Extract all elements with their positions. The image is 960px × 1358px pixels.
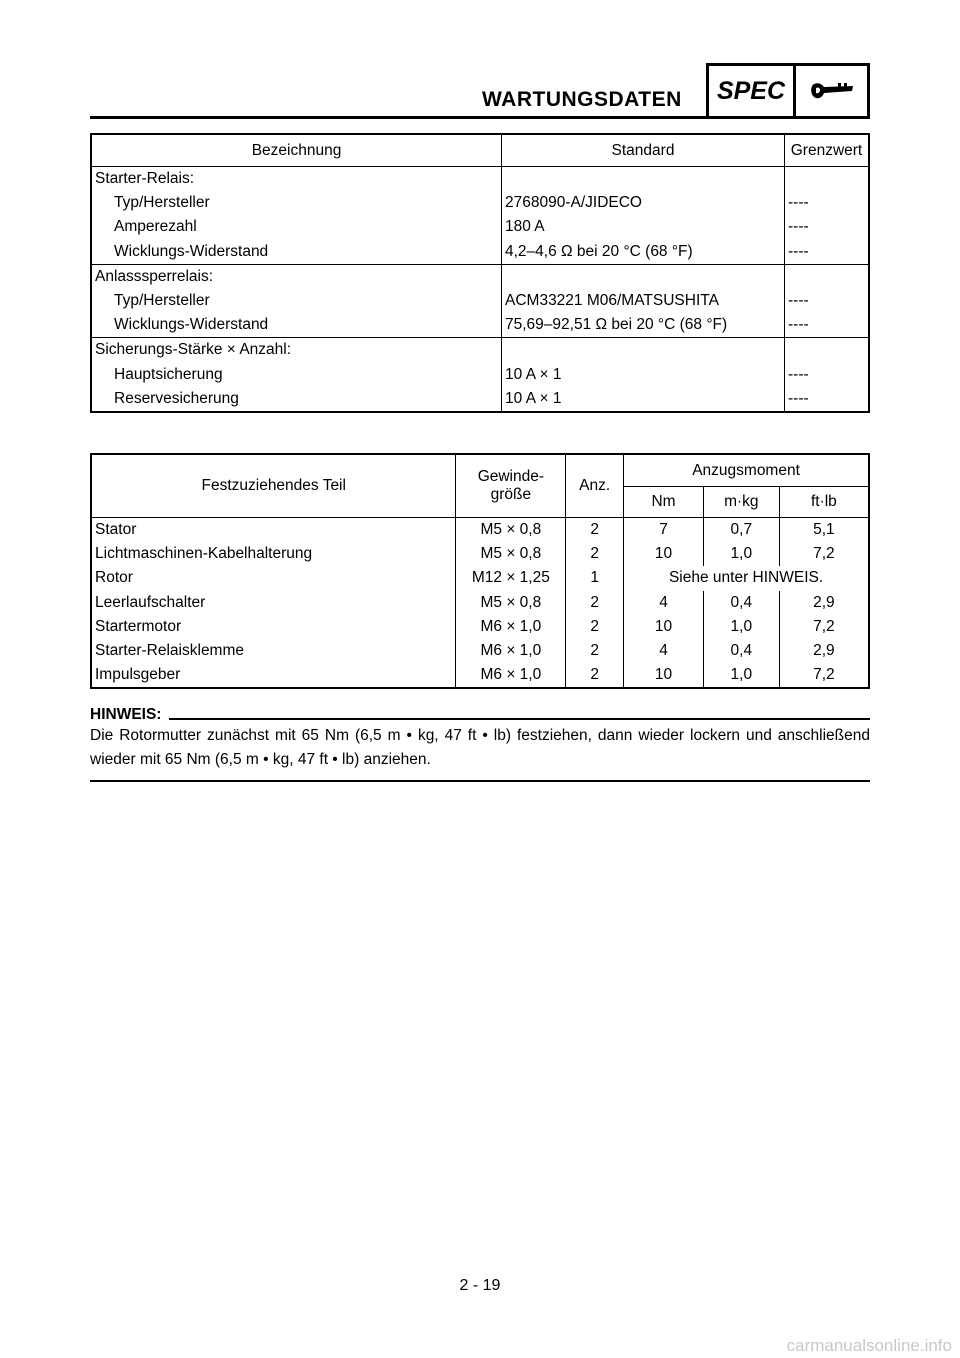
mkg: 1,0 [703,542,779,566]
part: Stator [91,518,456,543]
group-title: Sicherungs-Stärke × Anzahl: [91,338,502,363]
limit: ---- [788,292,809,310]
thread: M6 × 1,0 [456,615,566,639]
col-ftlb: ft·lb [779,487,869,518]
note-label: HINWEIS: [90,706,162,723]
wrench-icon [796,66,867,116]
table-row [91,566,869,590]
standard: 180 A [502,215,785,239]
col-nm: Nm [624,487,704,518]
table-row [91,215,869,239]
spec-label: SPEC [709,66,796,116]
nm: 10 [624,542,704,566]
standard: 10 A × 1 [502,387,785,412]
header-rule [90,116,706,119]
col-standard: Standard [502,134,785,167]
limit: ---- [788,194,809,212]
torque-table [90,453,870,689]
mkg: 0,7 [703,518,779,543]
nm: 10 [624,615,704,639]
limit: ---- [788,365,809,383]
thread: M6 × 1,0 [456,663,566,688]
table-row [91,591,869,615]
item: Typ/Hersteller [91,289,502,313]
table-row [91,363,869,387]
table-row [91,240,869,265]
part: Impulsgeber [91,663,456,688]
table-row [91,639,869,663]
part: Rotor [91,566,456,590]
col-part: Festzuziehendes Teil [91,454,456,518]
ftlb: 5,1 [779,518,869,543]
col-mkg: m·kg [703,487,779,518]
page-number: 2 - 19 [459,1277,501,1294]
qty: 2 [566,591,624,615]
note-bottom-rule [90,780,870,782]
table-row [91,518,869,543]
note-rule [169,718,870,720]
qty: 1 [566,566,624,590]
item: Typ/Hersteller [91,191,502,215]
col-bezeichnung: Bezeichnung [91,134,502,167]
nm: 4 [624,591,704,615]
torque-note: Siehe unter HINWEIS. [668,569,824,587]
group-title-row [91,264,869,289]
group-title-row [91,338,869,363]
qty: 2 [566,615,624,639]
nm: 10 [624,663,704,688]
table-row [91,191,869,215]
group-title-row [91,167,869,192]
limit: ---- [788,218,809,236]
standard: 75,69–92,51 Ω bei 20 °C (68 °F) [502,313,785,338]
ftlb: 2,9 [813,642,835,660]
col-thread: Gewinde- größe [456,454,566,518]
table-row [91,663,869,688]
table-row [91,387,869,412]
mkg: 1,0 [703,615,779,639]
limit: ---- [788,389,809,407]
col-qty: Anz. [566,454,624,518]
thread: M5 × 0,8 [456,542,566,566]
col-torque: Anzugsmoment [624,454,869,487]
torque-table-header [91,454,869,487]
thread: M5 × 0,8 [456,591,566,615]
table-row [91,615,869,639]
ftlb: 7,2 [813,666,835,684]
part: Starter-Relaisklemme [91,639,456,663]
ftlb: 7,2 [813,617,835,635]
group-title: Starter-Relais: [91,167,502,192]
item: Wicklungs-Widerstand [91,240,502,265]
thread: M6 × 1,0 [456,639,566,663]
page-title: WARTUNGSDATEN [482,88,682,111]
note-text: Die Rotormutter zunächst mit 65 Nm (6,5 m • kg, 47 ft • lb) festziehen, dann wieder lockern und anschließend wieder mit 65 Nm (6,5 m • kg, 47 ft • lb) anziehen. [90,727,870,768]
item: Amperezahl [91,215,502,239]
qty: 2 [566,639,624,663]
watermark: carmanualsonline.info [786,1336,952,1355]
qty: 2 [566,518,624,543]
part: Startermotor [91,615,456,639]
spec-badge [706,63,870,119]
standard: 2768090-A/JIDECO [502,191,785,215]
ftlb: 7,2 [813,545,835,563]
group-title: Anlasssperrelais: [91,264,502,289]
qty: 2 [566,663,624,688]
part: Leerlaufschalter [91,591,456,615]
thread: M12 × 1,25 [456,566,566,590]
note-header [90,706,870,724]
spec-table [90,133,870,413]
item: Wicklungs-Widerstand [91,313,502,338]
spec-table-header [91,134,869,167]
page-header [90,60,870,122]
mkg: 0,4 [703,591,779,615]
nm: 4 [624,639,704,663]
table-row [91,313,869,338]
item: Hauptsicherung [91,363,502,387]
standard: 10 A × 1 [502,363,785,387]
standard: 4,2–4,6 Ω bei 20 °C (68 °F) [502,240,785,265]
nm: 7 [624,518,704,543]
table-row [91,289,869,313]
limit: ---- [788,242,809,260]
mkg: 1,0 [703,663,779,688]
qty: 2 [566,542,624,566]
mkg: 0,4 [703,639,779,663]
part: Lichtmaschinen-Kabelhalterung [91,542,456,566]
limit: ---- [788,316,809,334]
item: Reservesicherung [91,387,502,412]
note-box [90,706,870,782]
col-grenzwert: Grenzwert [785,134,870,167]
thread: M5 × 0,8 [456,518,566,543]
ftlb: 2,9 [813,593,835,611]
table-row [91,542,869,566]
standard: ACM33221 M06/MATSUSHITA [502,289,785,313]
